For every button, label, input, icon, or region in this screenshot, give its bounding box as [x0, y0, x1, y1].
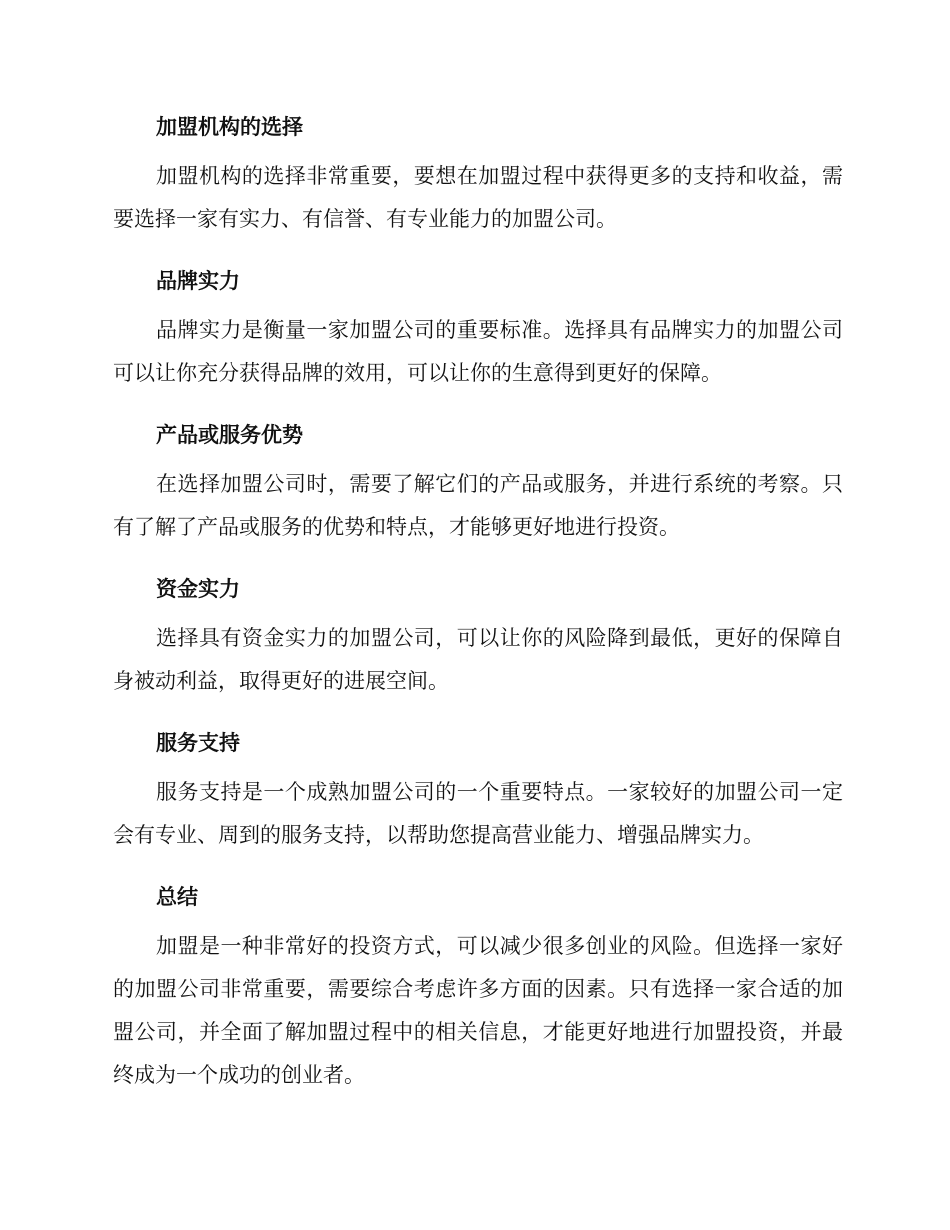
section-paragraph-service-support: 服务支持是一个成熟加盟公司的一个重要特点。一家较好的加盟公司一定会有专业、周到的服务支持，以帮助您提高营业能力、增强品牌实力。 — [113, 780, 843, 847]
section-paragraph-summary: 加盟是一种非常好的投资方式，可以减少很多创业的风险。但选择一家好的加盟公司非常重要，需要综合考虑许多方面的因素。只有选择一家合适的加盟公司，并全面了解加盟过程中的相关信息，才能更好地进行加盟投资，并最终成为一个成功的创业者。 — [113, 934, 843, 1087]
section-paragraph-capital-strength: 选择具有资金实力的加盟公司，可以让你的风险降到最低，更好的保障自身被动利益，取得更好的进展空间。 — [113, 626, 843, 693]
section-heading-summary: 总结 — [156, 885, 198, 909]
document-body — [113, 108, 843, 1118]
section-heading-product-advantage: 产品或服务优势 — [156, 423, 303, 447]
section-heading-brand-strength: 品牌实力 — [156, 269, 240, 293]
section-paragraph-brand-strength: 品牌实力是衡量一家加盟公司的重要标准。选择具有品牌实力的加盟公司可以让你充分获得品牌的效用，可以让你的生意得到更好的保障。 — [113, 318, 843, 385]
section-paragraph-franchise-selection: 加盟机构的选择非常重要，要想在加盟过程中获得更多的支持和收益，需要选择一家有实力、有信誉、有专业能力的加盟公司。 — [113, 164, 843, 231]
section-heading-service-support: 服务支持 — [156, 731, 240, 755]
section-heading-capital-strength: 资金实力 — [156, 577, 240, 601]
section-paragraph-product-advantage: 在选择加盟公司时，需要了解它们的产品或服务，并进行系统的考察。只有了解了产品或服务的优势和特点，才能够更好地进行投资。 — [113, 472, 843, 539]
section-heading-franchise-selection: 加盟机构的选择 — [156, 115, 303, 139]
